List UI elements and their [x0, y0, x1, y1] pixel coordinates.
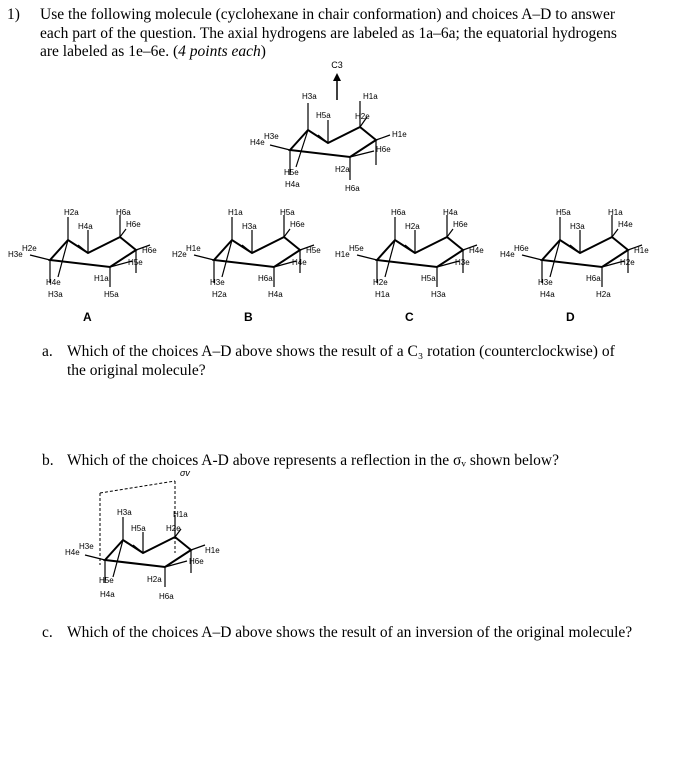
part-c-letter: c.: [42, 624, 53, 641]
h-label: H3a: [242, 222, 257, 231]
h-label: H2a: [147, 575, 162, 584]
h-label: H4e: [469, 246, 484, 255]
h-label: H6a: [345, 184, 360, 193]
h-label: H4a: [540, 290, 555, 299]
h-label: H2e: [22, 244, 37, 253]
reflection-molecule: [55, 465, 255, 610]
part-c-question: Which of the choices A–D above shows the result of an inversion of the original molecule?: [67, 624, 633, 641]
part-a: [42, 343, 662, 383]
h-label: H2e: [172, 250, 187, 259]
h-label: H6a: [159, 592, 174, 601]
chair-ring: [377, 237, 463, 267]
chair-ring: [105, 537, 191, 567]
h-label: H1e: [335, 250, 350, 259]
h-label: H3e: [8, 250, 23, 259]
h-label: H3a: [431, 290, 446, 299]
chair-ring: [290, 127, 376, 157]
choice-d-label: D: [566, 310, 575, 324]
h-label: H4a: [285, 180, 300, 189]
part-c: [42, 624, 682, 644]
h-label: H5e: [306, 246, 321, 255]
h-label: H1a: [228, 208, 243, 217]
h-label: H1a: [375, 290, 390, 299]
h-label: H3e: [264, 132, 279, 141]
h-label: H5e: [284, 168, 299, 177]
question-line-1: Use the following molecule (cyclohexane in chair conformation) and choices A–D to answer: [40, 6, 616, 23]
question-line-3: are labeled as 1e–6e. (4 points each): [40, 43, 266, 60]
part-a-line-2: the original molecule?: [67, 361, 206, 379]
h-label: H5a: [131, 524, 146, 533]
h-label: H1a: [363, 92, 378, 101]
h-label: H6e: [290, 220, 305, 229]
h-label: H6e: [142, 246, 157, 255]
h-label: H4e: [500, 250, 515, 259]
choice-c-molecule: [335, 205, 495, 305]
c3-arrowhead: [333, 73, 341, 81]
h-label: H2a: [405, 222, 420, 231]
sigma-v-label: σv: [180, 468, 190, 478]
question-text: [40, 6, 680, 62]
question-number: 1): [7, 6, 20, 23]
h-label: H6e: [514, 244, 529, 253]
h-label: H2e: [373, 278, 388, 287]
part-a-question: [67, 343, 615, 380]
h-label: H6e: [126, 220, 141, 229]
part-a-letter: a.: [42, 343, 53, 360]
h-label: H4e: [250, 138, 265, 147]
h-label: H5a: [280, 208, 295, 217]
choice-b-label: B: [244, 310, 253, 324]
h-label: H2a: [64, 208, 79, 217]
h-label: H6a: [116, 208, 131, 217]
h-label: H2e: [355, 112, 370, 121]
choice-d-molecule: [500, 205, 660, 305]
choice-a-molecule: [8, 205, 168, 305]
part-b-question: Which of the choices A-D above represents a reflection in the σᵥ shown below?: [67, 452, 559, 469]
h-label: H5a: [421, 274, 436, 283]
h-label: H1e: [186, 244, 201, 253]
h-label: H6e: [453, 220, 468, 229]
h-label: H3e: [79, 542, 94, 551]
h-label: H1e: [205, 546, 220, 555]
h-label: H3a: [117, 508, 132, 517]
question-line-2: each part of the question. The axial hydrogens are labeled as 1a–6a; the equatorial hydrogens: [40, 24, 617, 42]
h-label: H1a: [608, 208, 623, 217]
h-label: H6a: [391, 208, 406, 217]
h-label: H4a: [443, 208, 458, 217]
h-label: H4e: [618, 220, 633, 229]
h-label: H6e: [189, 557, 204, 566]
h-label: H5a: [556, 208, 571, 217]
h-label: H3a: [570, 222, 585, 231]
part-b-letter: b.: [42, 452, 54, 469]
h-label: H5e: [99, 576, 114, 585]
h-label: H1a: [173, 510, 188, 519]
points-note: 4 points each: [178, 43, 261, 60]
h-label: H2a: [212, 290, 227, 299]
h-label: H3a: [302, 92, 317, 101]
h-label: H4e: [46, 278, 61, 287]
original-molecule: [240, 55, 440, 200]
h-label: H5e: [349, 244, 364, 253]
h-label: H1a: [94, 274, 109, 283]
chair-ring: [50, 237, 136, 267]
h-label: H2a: [596, 290, 611, 299]
h-label: H2e: [620, 258, 635, 267]
chair-ring: [542, 237, 628, 267]
h-label: H2a: [335, 165, 350, 174]
h-label: H4e: [292, 258, 307, 267]
h-label: H4a: [78, 222, 93, 231]
h-label: H3a: [48, 290, 63, 299]
h-label: H6a: [258, 274, 273, 283]
c3-axis-label: C3: [331, 60, 343, 70]
choice-b-molecule: [172, 205, 332, 305]
h-label: H3e: [210, 278, 225, 287]
h-label: H6e: [376, 145, 391, 154]
h-label: H5a: [104, 290, 119, 299]
h-label: H3e: [538, 278, 553, 287]
h-label: H3e: [455, 258, 470, 267]
chair-ring: [214, 237, 300, 267]
h-label: H5e: [128, 258, 143, 267]
h-label: H4a: [100, 590, 115, 599]
h-label: H6a: [586, 274, 601, 283]
h-label: H1e: [392, 130, 407, 139]
h-label: H1e: [634, 246, 649, 255]
h-label: H2e: [166, 524, 181, 533]
part-a-line-1: Which of the choices A–D above shows the result of a C₃ rotation (counterclockwise) of: [67, 343, 615, 360]
choice-c-label: C: [405, 310, 414, 324]
h-label: H5a: [316, 111, 331, 120]
h-label: H4e: [65, 548, 80, 557]
h-label: H4a: [268, 290, 283, 299]
choice-a-label: A: [83, 310, 92, 324]
